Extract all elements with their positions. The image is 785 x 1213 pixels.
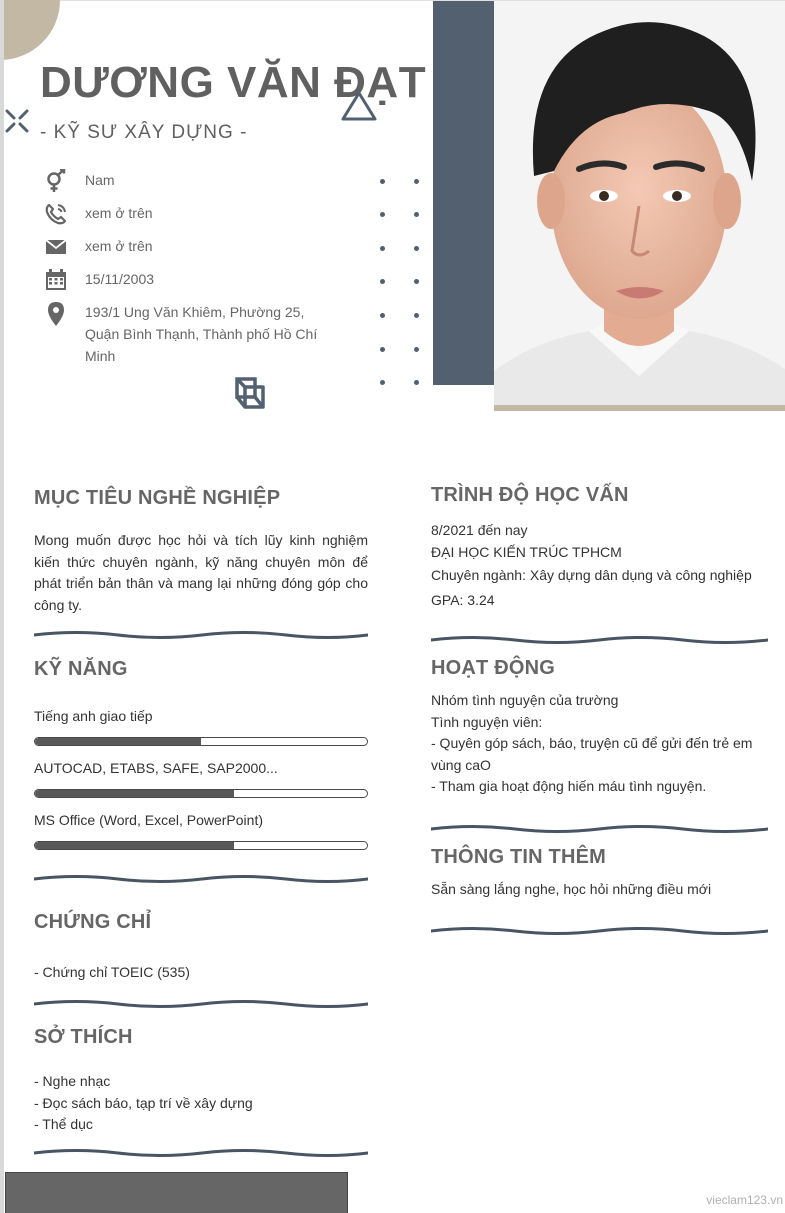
extra-info-title: THÔNG TIN THÊM (431, 846, 607, 868)
skill-level-bar (34, 737, 368, 746)
activities-title: HOẠT ĐỘNG (431, 657, 556, 679)
email-icon (40, 235, 72, 259)
extra-info-section (431, 846, 771, 901)
career-goal-title: MỤC TIÊU NGHỀ NGHIỆP (34, 487, 281, 509)
dots-decoration (378, 175, 426, 390)
photo-base-strip (494, 405, 785, 411)
activity-item: Nhóm tình nguyện của trường (431, 692, 619, 708)
contact-email (40, 235, 330, 259)
job-title: - KỸ SƯ XÂY DỰNG - (40, 122, 248, 143)
activity-item: - Quyên góp sách, báo, truyện cũ để gửi đến trẻ em vùng caO (431, 735, 753, 773)
cross-decoration-icon (3, 107, 31, 135)
career-goal-text: Mong muốn được học hỏi và tích lũy kinh nghiệm kiến thức chuyên ngành, kỹ năng chuyên môn để phát triển bản thân và mang lại những đóng góp cho công ty. (34, 532, 368, 613)
skill-label: AUTOCAD, ETABS, SAFE, SAP2000... (34, 760, 278, 776)
skill-label: Tiếng anh giao tiếp (34, 708, 153, 724)
footer-block (5, 1172, 348, 1213)
hobbies-section (34, 1026, 368, 1136)
extra-info-text: Sẵn sàng lắng nghe, học hỏi những điều mới (431, 881, 712, 897)
gender-icon (40, 169, 72, 193)
certificate-item: - Chứng chỉ TOEIC (535) (34, 964, 190, 980)
certificates-title: CHỨNG CHỈ (34, 911, 152, 933)
corner-decoration (0, 0, 60, 60)
education-gpa: GPA: 3.24 (431, 591, 495, 608)
section-divider (431, 823, 768, 835)
skills-title: KỸ NĂNG (34, 658, 128, 680)
hobby-item: - Nghe nhạc (34, 1073, 111, 1089)
education-period: 8/2021 đến nay (431, 522, 528, 538)
education-major: Chuyên ngành: Xây dựng dân dụng và công nghiệp (431, 567, 752, 583)
hobby-item: - Thể dục (34, 1116, 93, 1132)
location-pin-icon (40, 301, 72, 325)
phone-text: xem ở trên (85, 205, 153, 221)
education-section (431, 484, 771, 611)
birthdate-text: 15/11/2003 (85, 271, 155, 287)
profile-photo (494, 1, 785, 405)
section-divider (34, 873, 368, 885)
activities-section (431, 657, 771, 798)
education-title: TRÌNH ĐỘ HỌC VẤN (431, 484, 629, 506)
gender-text: Nam (85, 172, 115, 188)
section-divider (34, 1147, 368, 1159)
triangle-decoration-icon (340, 90, 378, 122)
certificates-section (34, 911, 368, 984)
hobby-item: - Đọc sách báo, tạp trí về xây dựng (34, 1094, 253, 1111)
phone-icon (40, 202, 72, 226)
skill-level-bar (34, 789, 368, 798)
contact-phone (40, 202, 330, 226)
address-text: 193/1 Ung Văn Khiêm, Phường 25, Quận Bình Thạnh, Thành phố Hồ Chí Minh (85, 304, 318, 364)
cube-decoration-icon (233, 375, 269, 411)
activity-item: - Tham gia hoạt động hiến máu tình nguyện. (431, 778, 707, 794)
calendar-icon (40, 268, 72, 292)
hobbies-title: SỞ THÍCH (34, 1026, 133, 1048)
candidate-name: DƯƠNG VĂN ĐẠT (40, 58, 427, 107)
activity-item: Tình nguyện viên: (431, 713, 543, 730)
skill-level-bar (34, 841, 368, 850)
section-divider (431, 634, 768, 646)
contact-gender (40, 169, 330, 193)
career-goal-section (34, 487, 368, 616)
contact-birthdate (40, 268, 330, 292)
education-school: ĐẠI HỌC KIẾN TRÚC TPHCM (431, 543, 622, 560)
email-text: xem ở trên (85, 238, 153, 254)
watermark: vieclam123.vn (706, 1193, 783, 1207)
page-edge (0, 0, 4, 1213)
skill-label: MS Office (Word, Excel, PowerPoint) (34, 812, 263, 828)
section-divider (34, 629, 368, 641)
section-divider (431, 925, 768, 937)
contact-address (40, 301, 330, 367)
skills-section (34, 658, 368, 681)
section-divider (34, 998, 368, 1010)
accent-bar (433, 1, 494, 385)
